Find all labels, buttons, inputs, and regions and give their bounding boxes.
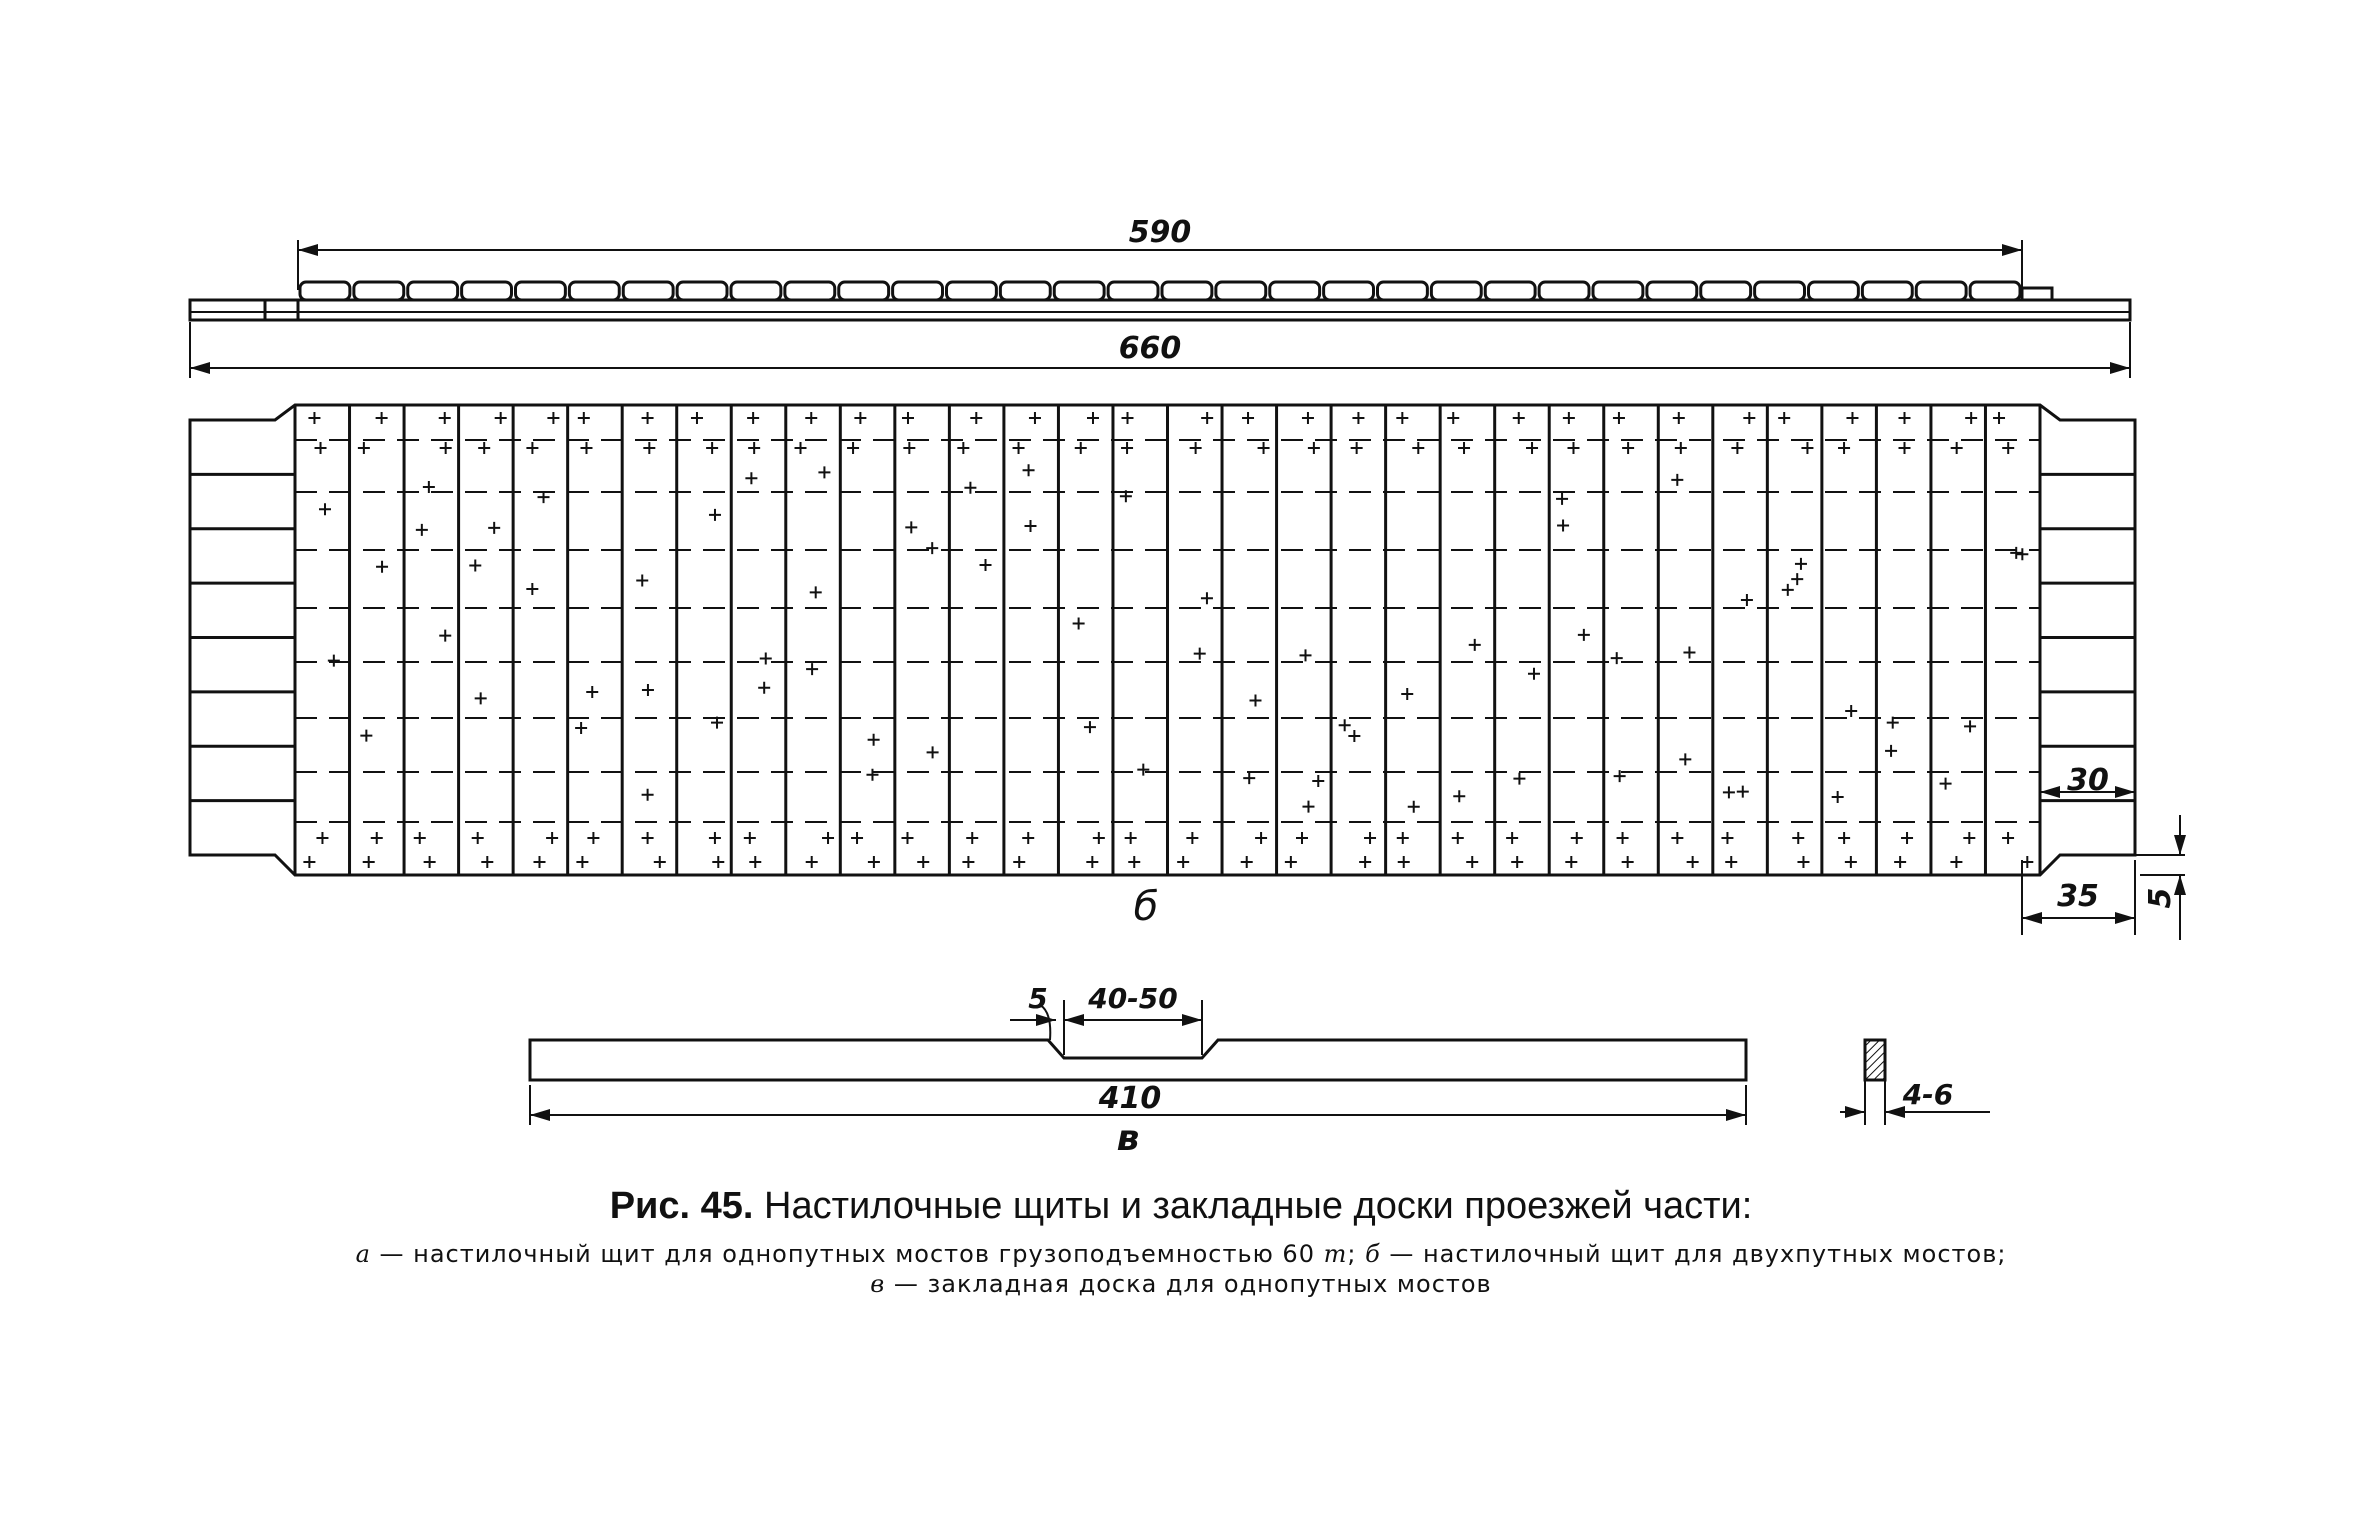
nail-mark <box>1302 412 1314 424</box>
nail-mark <box>691 412 703 424</box>
nail-mark <box>1526 442 1538 454</box>
nail-mark <box>1513 773 1525 785</box>
nail-mark <box>642 832 654 844</box>
nail-mark <box>1243 772 1255 784</box>
nail-mark <box>851 832 863 844</box>
nail-mark <box>546 832 558 844</box>
nail-mark <box>712 856 724 868</box>
nail-mark <box>1673 412 1685 424</box>
nail-mark <box>1121 412 1133 424</box>
nail-mark <box>1029 412 1041 424</box>
figure-title <box>0 1185 2362 1228</box>
nail-mark <box>1013 442 1025 454</box>
nail-mark <box>1364 832 1376 844</box>
side-plank <box>1108 282 1158 300</box>
nail-mark <box>1125 832 1137 844</box>
figure-number: Рис. 45. <box>609 1185 754 1227</box>
nail-mark <box>416 524 428 536</box>
nail-mark <box>926 542 938 554</box>
caption-letter-v: в <box>870 1270 886 1298</box>
nail-mark <box>363 856 375 868</box>
nail-mark <box>1506 832 1518 844</box>
nail-mark <box>1679 753 1691 765</box>
side-plank <box>893 282 943 300</box>
nail-mark <box>1671 832 1683 844</box>
side-plank <box>1755 282 1805 300</box>
nail-mark <box>1795 558 1807 570</box>
nail-mark <box>1255 832 1267 844</box>
nail-mark <box>1557 519 1569 531</box>
side-plank <box>731 282 781 300</box>
nail-mark <box>316 832 328 844</box>
nail-mark <box>1611 652 1623 664</box>
dim-label-590: 590 <box>1128 215 1192 250</box>
nail-mark <box>1613 412 1625 424</box>
dim-label-board-thickness: 4-6 <box>1902 1078 1954 1111</box>
nail-mark <box>1528 668 1540 680</box>
nail-mark <box>586 686 598 698</box>
nail-mark <box>1792 832 1804 844</box>
nail-mark <box>1894 856 1906 868</box>
nail-mark <box>709 509 721 521</box>
nail-mark <box>1242 412 1254 424</box>
nail-mark <box>1469 639 1481 651</box>
nail-mark <box>1721 832 1733 844</box>
side-plank <box>1162 282 1212 300</box>
caption-text-b: — настилочный щит для двухпутных мостов; <box>1380 1240 2007 1268</box>
nail-mark <box>1453 790 1465 802</box>
side-plank <box>1485 282 1535 300</box>
nail-mark <box>1622 856 1634 868</box>
nail-mark <box>709 832 721 844</box>
nail-mark <box>1675 442 1687 454</box>
nail-mark <box>475 692 487 704</box>
nail-mark <box>1137 764 1149 776</box>
nail-mark <box>414 832 426 844</box>
nail-mark <box>1832 791 1844 803</box>
side-plank <box>839 282 889 300</box>
caption-line-2 <box>0 1270 2362 1298</box>
nail-mark <box>1791 573 1803 585</box>
nail-mark <box>1121 442 1133 454</box>
nail-mark <box>810 586 822 598</box>
side-plank <box>1809 282 1859 300</box>
nail-mark <box>1401 688 1413 700</box>
nail-mark <box>1838 442 1850 454</box>
nail-mark <box>308 412 320 424</box>
nail-mark <box>478 442 490 454</box>
nail-mark <box>1571 832 1583 844</box>
side-plank <box>1701 282 1751 300</box>
nail-mark <box>1351 442 1363 454</box>
nail-mark <box>806 856 818 868</box>
nail-mark <box>1352 412 1364 424</box>
nail-mark <box>866 769 878 781</box>
side-plank <box>1539 282 1589 300</box>
nail-mark <box>1285 856 1297 868</box>
nail-mark <box>1513 412 1525 424</box>
nail-mark <box>578 412 590 424</box>
nail-mark <box>1687 856 1699 868</box>
nail-mark <box>1899 442 1911 454</box>
plan-deck-planks <box>350 405 1986 875</box>
nail-mark <box>376 412 388 424</box>
nail-mark <box>1397 832 1409 844</box>
nail-mark <box>424 856 436 868</box>
dim-label-notch-offset: 5 <box>1028 982 1048 1015</box>
nail-mark <box>747 412 759 424</box>
nail-mark <box>1452 832 1464 844</box>
dimension-30 <box>2040 763 2135 798</box>
nail-mark <box>1885 745 1897 757</box>
side-plank <box>300 282 350 300</box>
nail-mark <box>1965 412 1977 424</box>
side-view-panel <box>190 282 2130 320</box>
insert-board-elevation <box>530 1040 1746 1080</box>
nail-mark <box>358 442 370 454</box>
nail-mark <box>1578 629 1590 641</box>
side-plank <box>1970 282 2020 300</box>
nail-mark <box>654 856 666 868</box>
nail-mark <box>818 466 830 478</box>
nail-mark <box>1963 832 1975 844</box>
nail-mark <box>1177 856 1189 868</box>
nail-mark <box>642 684 654 696</box>
nail-mark <box>2016 548 2028 560</box>
nail-mark <box>533 856 545 868</box>
nail-mark <box>642 789 654 801</box>
nail-mark <box>1950 856 1962 868</box>
nail-mark <box>636 574 648 586</box>
dim-label-410: 410 <box>1098 1081 1162 1116</box>
nail-mark <box>1348 730 1360 742</box>
nail-mark <box>328 655 340 667</box>
nail-mark <box>376 561 388 573</box>
nail-mark <box>1312 775 1324 787</box>
nail-mark <box>1743 412 1755 424</box>
nail-mark <box>1412 442 1424 454</box>
nail-mark <box>964 482 976 494</box>
side-plank <box>1593 282 1643 300</box>
nail-mark <box>847 442 859 454</box>
nail-mark <box>1396 412 1408 424</box>
nail-mark <box>1801 442 1813 454</box>
nail-mark <box>1013 856 1025 868</box>
nail-mark <box>905 521 917 533</box>
nail-mark <box>902 412 914 424</box>
nail-mark <box>1025 520 1037 532</box>
side-plank <box>1216 282 1266 300</box>
plan-left-end-planks <box>190 474 295 800</box>
nail-mark <box>440 442 452 454</box>
view-label-v: в <box>1116 1118 1140 1159</box>
nail-mark <box>303 856 315 868</box>
nail-mark <box>1563 412 1575 424</box>
dim-label-notch-width: 40-50 <box>1088 982 1178 1015</box>
nail-mark <box>576 856 588 868</box>
nail-mark <box>1845 856 1857 868</box>
nail-mark <box>1022 832 1034 844</box>
nail-mark <box>744 832 756 844</box>
caption-separator: ; <box>1347 1240 1366 1268</box>
nail-mark <box>1622 442 1634 454</box>
nail-mark <box>1084 721 1096 733</box>
side-plank <box>1378 282 1428 300</box>
nail-mark <box>642 412 654 424</box>
nail-mark <box>1300 649 1312 661</box>
nail-mark <box>1249 694 1261 706</box>
nail-mark <box>745 472 757 484</box>
nail-mark <box>469 559 481 571</box>
side-plank <box>947 282 997 300</box>
nail-mark <box>1458 442 1470 454</box>
nail-mark <box>488 522 500 534</box>
nail-mark <box>575 722 587 734</box>
caption-text-a: — настилочный щит для однопутных мостов грузоподъемностью 60 <box>370 1240 1324 1268</box>
nail-mark <box>1201 412 1213 424</box>
side-plank <box>1270 282 1320 300</box>
nail-mark <box>970 412 982 424</box>
nail-mark <box>868 856 880 868</box>
nail-mark <box>1567 442 1579 454</box>
nail-mark <box>1797 856 1809 868</box>
caption-letter-a: а <box>355 1240 371 1268</box>
nail-mark <box>822 832 834 844</box>
nail-mark <box>748 442 760 454</box>
nail-mark <box>1359 856 1371 868</box>
dim-label-30: 30 <box>2067 763 2109 798</box>
side-plank <box>1054 282 1104 300</box>
nail-mark <box>580 442 592 454</box>
nail-mark <box>1308 442 1320 454</box>
nail-mark <box>360 730 372 742</box>
nail-mark <box>1093 832 1105 844</box>
nail-mark <box>2002 442 2014 454</box>
side-plank <box>1431 282 1481 300</box>
nail-mark <box>1725 856 1737 868</box>
nail-mark <box>868 734 880 746</box>
nail-mark <box>1846 412 1858 424</box>
nail-mark <box>1683 647 1695 659</box>
nail-mark <box>1778 412 1790 424</box>
dimension-590 <box>298 215 2022 290</box>
nail-mark <box>1258 442 1270 454</box>
nail-mark <box>706 442 718 454</box>
nail-mark <box>795 442 807 454</box>
nail-mark <box>1511 856 1523 868</box>
nail-mark <box>1838 832 1850 844</box>
dimension-660 <box>190 322 2130 378</box>
nail-mark <box>901 832 913 844</box>
nail-mark <box>526 583 538 595</box>
nail-mark <box>1940 778 1952 790</box>
side-plank <box>785 282 835 300</box>
dim-label-35: 35 <box>2057 879 2099 914</box>
nail-mark <box>1302 801 1314 813</box>
caption-unit: т <box>1323 1240 1348 1268</box>
view-label-b: б <box>1133 884 1159 930</box>
nail-mark <box>526 442 538 454</box>
nail-mark <box>1398 856 1410 868</box>
nail-mark <box>1951 442 1963 454</box>
nail-mark <box>980 559 992 571</box>
nail-mark <box>903 442 915 454</box>
nail-mark <box>1075 442 1087 454</box>
side-end-left <box>265 300 298 320</box>
side-plank <box>623 282 673 300</box>
nail-mark <box>1731 442 1743 454</box>
nail-mark <box>1671 474 1683 486</box>
nail-mark <box>1201 592 1213 604</box>
nail-mark <box>371 832 383 844</box>
caption-letter-b: б <box>1365 1240 1381 1268</box>
nail-mark <box>1186 832 1198 844</box>
nail-mark <box>481 856 493 868</box>
plan-right-end-planks <box>2040 474 2135 800</box>
nail-mark <box>957 442 969 454</box>
nail-mark <box>1466 856 1478 868</box>
caption-line-1 <box>0 1240 2362 1268</box>
nail-mark <box>1194 648 1206 660</box>
side-plank <box>354 282 404 300</box>
side-plank <box>1000 282 1050 300</box>
nail-mark <box>1190 442 1202 454</box>
nail-mark <box>439 412 451 424</box>
nail-mark <box>1723 786 1735 798</box>
nail-mark <box>966 832 978 844</box>
nail-mark <box>1556 493 1568 505</box>
dim-label-5-step: 5 <box>2143 887 2178 909</box>
nail-mark <box>806 663 818 675</box>
side-plank <box>569 282 619 300</box>
nail-mark <box>2010 547 2022 559</box>
nail-mark <box>315 442 327 454</box>
nail-mark <box>1087 412 1099 424</box>
nail-mark <box>1408 801 1420 813</box>
nail-mark <box>547 412 559 424</box>
nail-mark <box>854 412 866 424</box>
nail-mark <box>2002 832 2014 844</box>
dim-label-660: 660 <box>1118 331 1182 366</box>
side-plank <box>677 282 727 300</box>
nail-mark <box>1901 832 1913 844</box>
nail-mark <box>643 442 655 454</box>
nail-mark <box>962 856 974 868</box>
nail-mark <box>439 630 451 642</box>
nail-mark <box>1128 856 1140 868</box>
figure-title-text: Настилочные щиты и закладные доски проезжей части: <box>764 1185 1753 1227</box>
nail-mark <box>1617 832 1629 844</box>
caption-text-v: — закладная доска для однопутных мостов <box>885 1270 1492 1298</box>
side-plank <box>1916 282 1966 300</box>
nail-mark <box>587 832 599 844</box>
nail-mark <box>1845 705 1857 717</box>
nail-mark <box>758 682 770 694</box>
nail-mark <box>1565 856 1577 868</box>
side-plank <box>408 282 458 300</box>
nail-mark <box>1241 856 1253 868</box>
side-plank <box>516 282 566 300</box>
side-plank <box>1862 282 1912 300</box>
nail-mark <box>319 503 331 515</box>
nail-mark <box>805 412 817 424</box>
nail-mark <box>1073 617 1085 629</box>
nail-mark <box>917 856 929 868</box>
nail-mark <box>1447 412 1459 424</box>
nail-mark <box>1782 584 1794 596</box>
nail-mark <box>495 412 507 424</box>
side-plank <box>1647 282 1697 300</box>
nail-mark <box>1296 832 1308 844</box>
nail-mark <box>1899 412 1911 424</box>
dimension-notch <box>1010 982 1202 1055</box>
nail-mark <box>1737 786 1749 798</box>
nail-mark <box>749 856 761 868</box>
side-plank <box>1324 282 1374 300</box>
insert-board-section <box>1840 1040 1990 1125</box>
nail-mark <box>2021 856 2033 868</box>
nail-mark <box>1339 719 1351 731</box>
nail-mark <box>1086 856 1098 868</box>
side-end-right <box>2022 288 2052 300</box>
nail-mark <box>1964 720 1976 732</box>
side-plank <box>462 282 512 300</box>
nail-mark <box>1023 464 1035 476</box>
nail-mark <box>472 832 484 844</box>
nail-mark <box>927 746 939 758</box>
nail-mark <box>1993 412 2005 424</box>
nail-mark <box>760 653 772 665</box>
nail-mark <box>1741 594 1753 606</box>
dimension-5-step <box>2135 815 2185 940</box>
plan-view-panel <box>190 405 2135 875</box>
